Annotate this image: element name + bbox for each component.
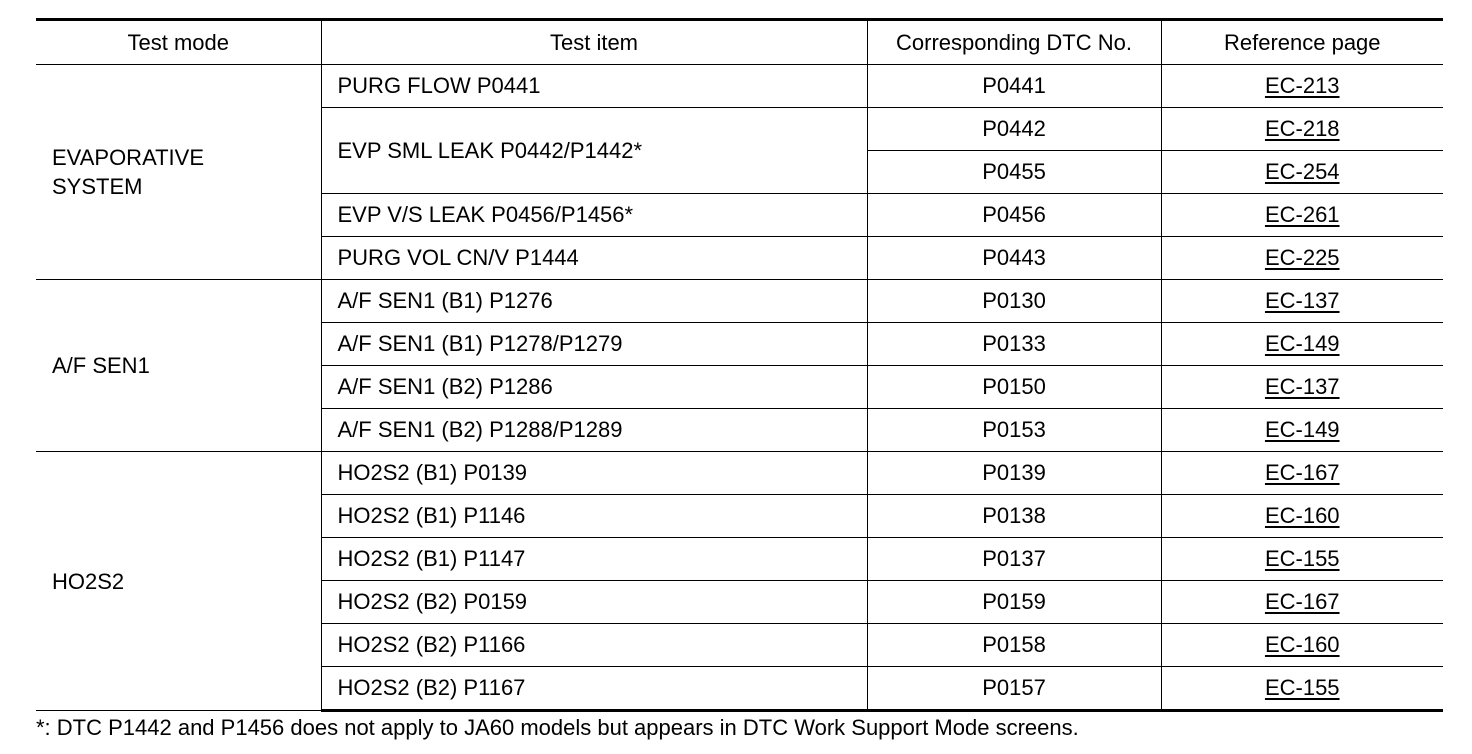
- test-item-cell: PURG VOL CN/V P1444: [321, 237, 867, 280]
- dtc-number-cell: P0443: [867, 237, 1161, 280]
- reference-page-link[interactable]: EC-149: [1264, 331, 1340, 356]
- reference-page-cell: [1161, 581, 1443, 624]
- test-item-cell: A/F SEN1 (B2) P1286: [321, 366, 867, 409]
- test-item-cell: A/F SEN1 (B1) P1276: [321, 280, 867, 323]
- dtc-number-cell: P0139: [867, 452, 1161, 495]
- reference-page-link[interactable]: EC-254: [1264, 159, 1340, 184]
- reference-page-cell: [1161, 495, 1443, 538]
- dtc-number-cell: P0158: [867, 624, 1161, 667]
- table-row: [36, 452, 1443, 495]
- test-mode-cell: [36, 65, 321, 280]
- reference-page-cell: [1161, 237, 1443, 280]
- test-item-cell: EVP V/S LEAK P0456/P1456*: [321, 194, 867, 237]
- reference-page-link[interactable]: EC-149: [1264, 417, 1340, 442]
- dtc-number-cell: P0150: [867, 366, 1161, 409]
- test-item-cell: HO2S2 (B1) P0139: [321, 452, 867, 495]
- test-item-cell: HO2S2 (B2) P0159: [321, 581, 867, 624]
- reference-page-link[interactable]: EC-218: [1264, 116, 1340, 141]
- dtc-number-cell: P0157: [867, 667, 1161, 711]
- dtc-number-cell: P0133: [867, 323, 1161, 366]
- test-item-cell: HO2S2 (B1) P1146: [321, 495, 867, 538]
- reference-page-link[interactable]: EC-167: [1264, 589, 1340, 614]
- dtc-number-cell: P0456: [867, 194, 1161, 237]
- table-header-row: [36, 20, 1443, 65]
- dtc-work-support-table: [36, 18, 1443, 712]
- reference-page-link[interactable]: EC-137: [1264, 288, 1340, 313]
- reference-page-cell: [1161, 366, 1443, 409]
- reference-page-cell: [1161, 65, 1443, 108]
- dtc-number-cell: P0138: [867, 495, 1161, 538]
- test-item-cell: HO2S2 (B2) P1166: [321, 624, 867, 667]
- reference-page-link[interactable]: EC-167: [1264, 460, 1340, 485]
- reference-page-cell: [1161, 667, 1443, 711]
- reference-page-cell: [1161, 624, 1443, 667]
- test-mode-label: HO2S2: [52, 568, 125, 594]
- reference-page-link[interactable]: EC-261: [1264, 202, 1340, 227]
- header-dtc-no: Corresponding DTC No.: [867, 20, 1161, 65]
- reference-page-link[interactable]: EC-225: [1264, 245, 1340, 270]
- reference-page-cell: [1161, 151, 1443, 194]
- reference-page-cell: [1161, 194, 1443, 237]
- reference-page-cell: [1161, 108, 1443, 151]
- reference-page-cell: [1161, 538, 1443, 581]
- dtc-number-cell: P0130: [867, 280, 1161, 323]
- header-test-item: Test item: [321, 20, 867, 65]
- table-row: [36, 65, 1443, 108]
- test-item-cell: PURG FLOW P0441: [321, 65, 867, 108]
- reference-page-link[interactable]: EC-160: [1264, 632, 1340, 657]
- dtc-number-cell: P0137: [867, 538, 1161, 581]
- dtc-number-cell: P0442: [867, 108, 1161, 151]
- dtc-number-cell: P0455: [867, 151, 1161, 194]
- footnote: *: DTC P1442 and P1456 does not apply to JA60 models but appears in DTC Work Support Mode screens.: [36, 715, 1079, 740]
- reference-page-link[interactable]: EC-160: [1264, 503, 1340, 528]
- reference-page-cell: [1161, 452, 1443, 495]
- reference-page-cell: [1161, 409, 1443, 452]
- reference-page-cell: [1161, 280, 1443, 323]
- reference-page-cell: [1161, 323, 1443, 366]
- reference-page-link[interactable]: EC-155: [1264, 675, 1340, 700]
- test-item-cell: HO2S2 (B2) P1167: [321, 667, 867, 711]
- test-mode-label: SYSTEM: [52, 174, 143, 199]
- test-item-cell: A/F SEN1 (B2) P1288/P1289: [321, 409, 867, 452]
- header-test-mode: Test mode: [36, 20, 321, 65]
- test-mode-label: A/F SEN1: [52, 353, 150, 378]
- header-reference-page: Reference page: [1161, 20, 1443, 65]
- test-item-cell: HO2S2 (B1) P1147: [321, 538, 867, 581]
- test-mode-cell: [36, 452, 321, 711]
- table-row: [36, 280, 1443, 323]
- dtc-number-cell: P0441: [867, 65, 1161, 108]
- test-mode-cell: [36, 280, 321, 452]
- test-item-cell: A/F SEN1 (B1) P1278/P1279: [321, 323, 867, 366]
- reference-page-link[interactable]: EC-137: [1264, 374, 1340, 399]
- reference-page-link[interactable]: EC-155: [1264, 546, 1340, 571]
- test-item-cell: EVP SML LEAK P0442/P1442*: [321, 108, 867, 194]
- dtc-number-cell: P0153: [867, 409, 1161, 452]
- dtc-number-cell: P0159: [867, 581, 1161, 624]
- test-mode-label: EVAPORATIVE: [52, 145, 205, 170]
- reference-page-link[interactable]: EC-213: [1264, 73, 1340, 98]
